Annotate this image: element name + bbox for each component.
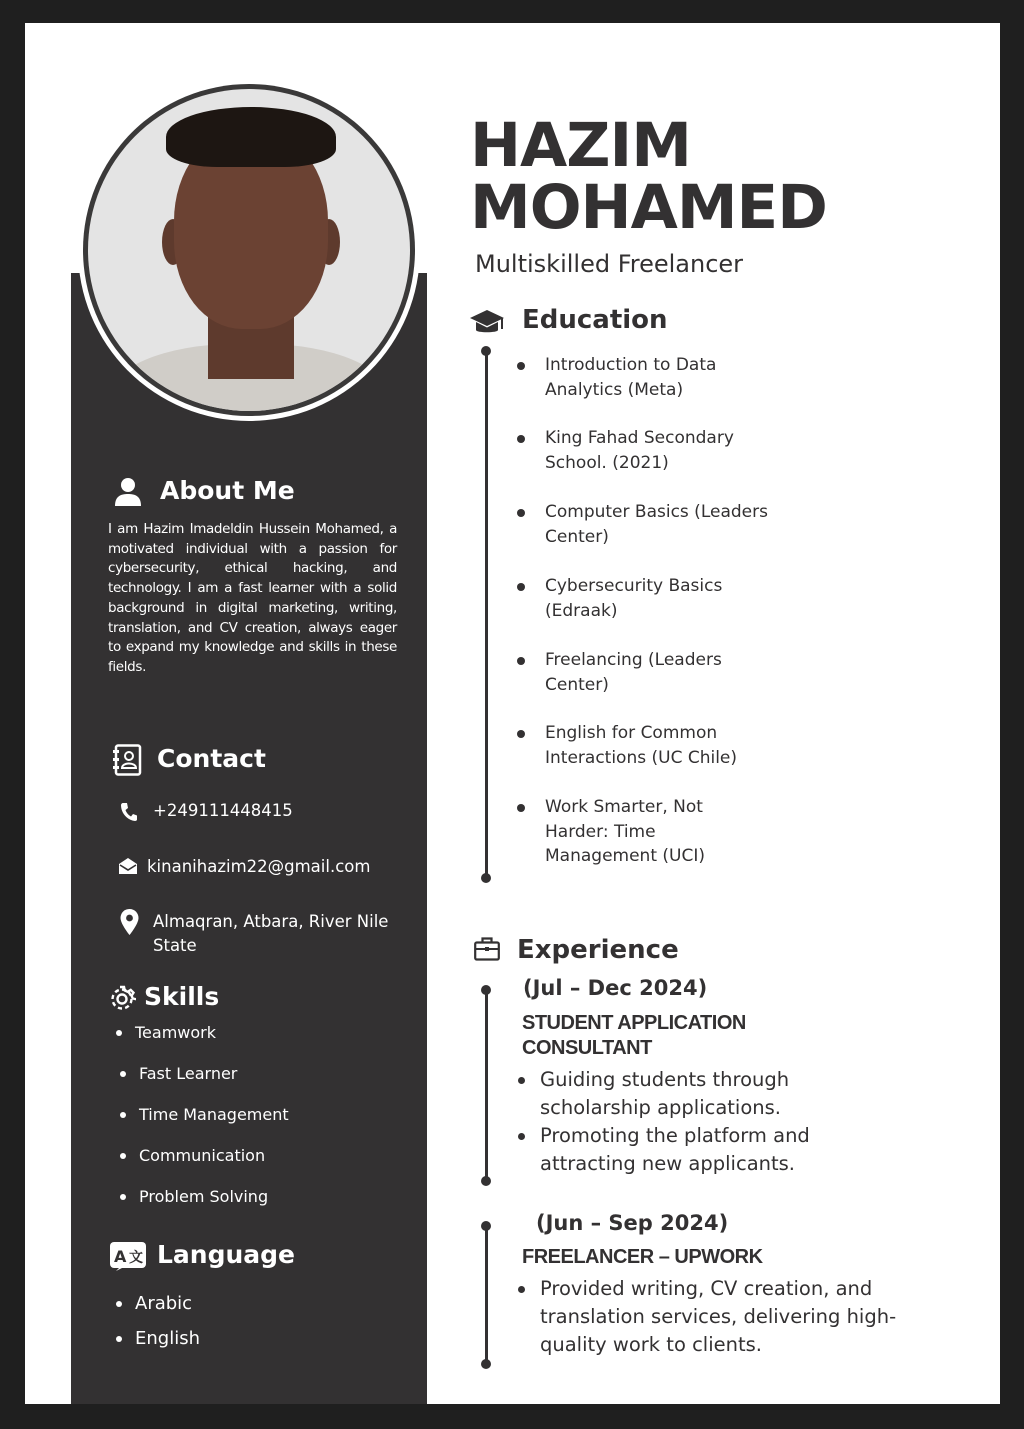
phone-icon: [120, 802, 138, 822]
contact-title: Contact: [157, 744, 266, 773]
job-date: (Jun – Sep 2024): [536, 1211, 729, 1235]
skill-item: Communication: [139, 1146, 266, 1165]
first-name: HAZIM: [470, 110, 691, 181]
job-bullets: [540, 1066, 860, 1178]
education-item: King Fahad Secondary School. (2021): [545, 426, 785, 475]
about-text: I am Hazim Imadeldin Hussein Mohamed, a motivated individual with a passion for cybersecurity, ethical hacking, and technology. I am a fast learner with a solid background in digital marketing, writing, translation, and CV creation, always eager to expand my knowledge and skills in these fields.: [108, 521, 397, 675]
resume-page: [25, 23, 1000, 1404]
education-item: Cybersecurity Basics (Edraak): [545, 574, 785, 623]
education-title: Education: [522, 305, 668, 335]
contact-book-icon: [113, 744, 143, 776]
job-date: (Jul – Dec 2024): [523, 976, 708, 1000]
timeline-dot: [481, 985, 491, 995]
experience-timeline: [485, 1226, 488, 1364]
contact-address: Almaqran, Atbara, River Nile State: [153, 912, 389, 955]
education-item: English for Common Interactions (UC Chile): [545, 721, 785, 770]
last-name: MOHAMED: [470, 172, 827, 243]
svg-text:文: 文: [129, 1250, 143, 1266]
translate-icon: [110, 1242, 146, 1272]
role-subtitle: Multiskilled Freelancer: [475, 250, 744, 278]
skill-item: Problem Solving: [139, 1187, 269, 1206]
timeline-dot: [481, 873, 491, 883]
graduation-cap-icon: [469, 308, 505, 338]
briefcase-icon: [474, 937, 500, 961]
envelope-icon: [118, 857, 138, 875]
contact-phone[interactable]: +249111448415: [153, 801, 293, 820]
timeline-dot: [481, 1359, 491, 1369]
education-item: Introduction to Data Analytics (Meta): [545, 353, 785, 402]
timeline-dot: [481, 1221, 491, 1231]
skill-item: Time Management: [139, 1105, 289, 1124]
experience-timeline: [485, 990, 488, 1180]
education-item: Computer Basics (Leaders Center): [545, 500, 785, 549]
name-heading: [470, 110, 827, 243]
sidebar: [71, 273, 427, 1404]
language-item: Arabic: [135, 1293, 193, 1314]
skill-item: Teamwork: [135, 1023, 217, 1042]
timeline-dot: [481, 1176, 491, 1186]
timeline-dot: [481, 346, 491, 356]
language-item: English: [135, 1328, 200, 1349]
education-item: Work Smarter, Not Harder: Time Management (UCI): [545, 795, 745, 869]
education-timeline: [485, 351, 488, 877]
job-bullet: Provided writing, CV creation, and translation services, delivering high-quality work to clients.: [540, 1275, 940, 1359]
about-title: About Me: [160, 476, 295, 505]
job-bullets: [540, 1275, 940, 1359]
svg-text:A: A: [114, 1247, 127, 1266]
job-role: FREELANCER – UPWORK: [522, 1246, 763, 1268]
gear-icon: [108, 985, 136, 1013]
experience-title: Experience: [517, 935, 679, 965]
education-item: Freelancing (Leaders Center): [545, 648, 785, 697]
contact-email[interactable]: kinanihazim22@gmail.com: [147, 857, 371, 876]
language-title: Language: [157, 1240, 296, 1269]
user-icon: [113, 477, 143, 507]
job-bullet: Guiding students through scholarship applications.: [540, 1066, 860, 1122]
profile-photo: [83, 84, 415, 416]
skills-title: Skills: [144, 982, 220, 1011]
location-pin-icon: [120, 909, 139, 936]
job-role: STUDENT APPLICATION CONSULTANT: [522, 1012, 746, 1059]
skill-item: Fast Learner: [139, 1064, 238, 1083]
job-bullet: Promoting the platform and attracting new applicants.: [540, 1122, 860, 1178]
